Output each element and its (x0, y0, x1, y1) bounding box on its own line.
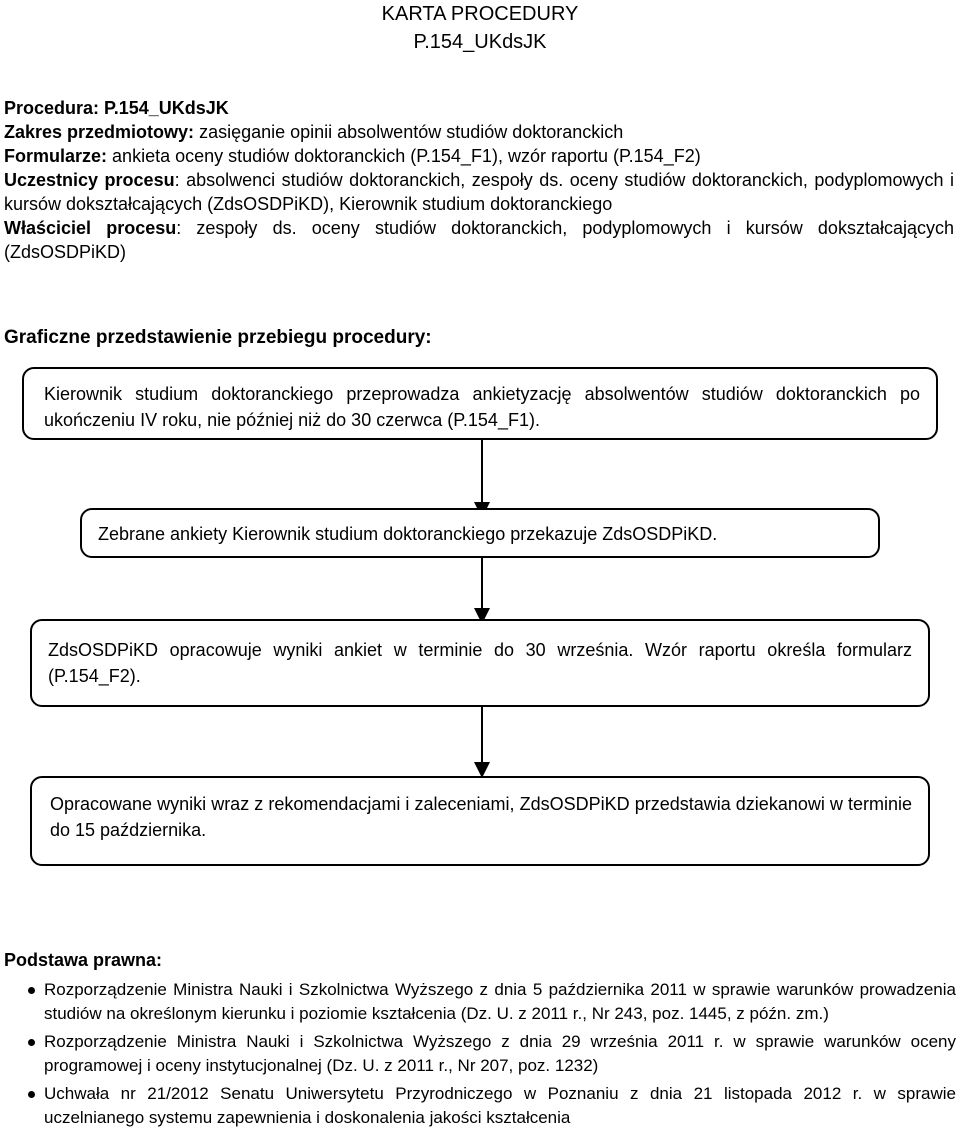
forms-row (4, 144, 954, 168)
title-line-1: KARTA PROCEDURY (381, 3, 579, 25)
scope-label: Zakres przedmiotowy: (4, 122, 195, 142)
participants-row (4, 168, 954, 216)
procedure-row (4, 96, 954, 120)
legal-item-2 (4, 1030, 956, 1078)
bullet-icon (28, 1039, 35, 1046)
flow-step-1 (22, 367, 938, 440)
flow-step-2-text: Zebrane ankiety Kierownik studium doktoranckiego przekazuje ZdsOSDPiKD. (98, 524, 718, 544)
legal-item-1-text: Rozporządzenie Ministra Nauki i Szkolnictwa Wyższego z dnia 5 października 2011 w sprawie warunków prowadzenia studiów na określonym kierunku i poziomie kształcenia (Dz. U. z 2011 r., Nr 243, poz. 1445, z późn. zm.) (44, 980, 956, 1023)
legal-item-3-text: Uchwała nr 21/2012 Senatu Uniwersytetu Przyrodniczego w Poznaniu z dnia 21 listopada 2012 r. w sprawie uczelnianego systemu zapewnienia i doskonalenia jakości kształcenia (44, 1084, 956, 1127)
flow-step-2 (80, 508, 880, 558)
owner-label: Właściciel procesu (4, 218, 177, 238)
bullet-icon (28, 987, 35, 994)
legal-item-1 (4, 978, 956, 1026)
legal-item-2-text: Rozporządzenie Ministra Nauki i Szkolnictwa Wyższego z dnia 29 września 2011 r. w sprawie warunków oceny programowej i oceny instytucjonalnej (Dz. U. z 2011 r., Nr 207, poz. 1232) (44, 1032, 956, 1075)
bullet-icon (28, 1091, 35, 1098)
forms-label: Formularze: (4, 146, 108, 166)
owner-row (4, 216, 954, 264)
forms-value: ankieta oceny studiów doktoranckich (P.154_F1), wzór raportu (P.154_F2) (112, 146, 701, 166)
flow-heading: Graficzne przedstawienie przebiegu procedury: (4, 327, 432, 348)
scope-row (4, 120, 954, 144)
legal-basis (4, 948, 956, 1134)
legal-item-3 (4, 1082, 956, 1130)
flow-step-1-text: Kierownik studium doktoranckiego przeprowadza ankietyzację absolwentów studiów doktoranckich po ukończeniu IV roku, nie później niż do 30 czerwca (P.154_F1). (44, 384, 920, 430)
legal-list (4, 978, 956, 1130)
flow-arrow-1 (481, 440, 483, 510)
legal-heading: Podstawa prawna: (4, 950, 163, 970)
flow-step-4 (30, 776, 930, 866)
title-line-2: P.154_UKdsJK (413, 31, 547, 53)
flow-step-3-text: ZdsOSDPiKD opracowuje wyniki ankiet w terminie do 30 września. Wzór raportu określa formularz (P.154_F2). (48, 640, 912, 686)
flow-step-4-text: Opracowane wyniki wraz z rekomendacjami i zaleceniami, ZdsOSDPiKD przedstawia dziekanowi w terminie do 15 października. (50, 794, 912, 840)
participants-value: : absolwenci studiów doktoranckich, zespoły ds. oceny studiów doktoranckich, podyplomowych i kursów dokształcających (ZdsOSDPiKD), Kierownik studium doktoranckiego (4, 170, 954, 214)
procedure-label: Procedura: (4, 98, 100, 118)
owner-value: : zespoły ds. oceny studiów doktoranckich, podyplomowych i kursów dokształcających (ZdsOSDPiKD) (4, 218, 954, 262)
flow-step-3 (30, 619, 930, 707)
procedure-meta (4, 96, 954, 264)
document-title (0, 0, 960, 56)
scope-value: zasięganie opinii absolwentów studiów doktoranckich (199, 122, 624, 142)
procedure-value: P.154_UKdsJK (104, 98, 229, 118)
participants-label: Uczestnicy procesu (4, 170, 175, 190)
